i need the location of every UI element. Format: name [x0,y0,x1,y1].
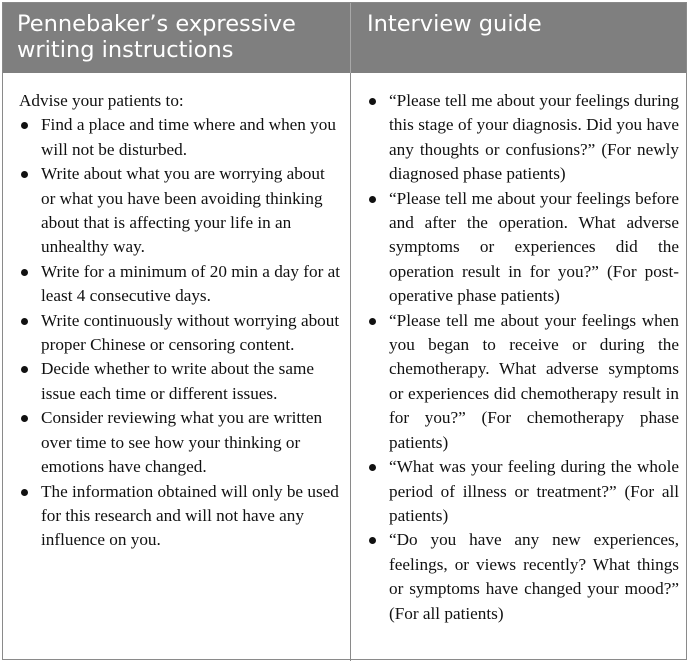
list-item [367,455,679,528]
list-item-text: Find a place and time where and when you will not be disturbed. [41,115,336,159]
bullet-icon [369,196,376,203]
bullet-icon [369,98,376,105]
list-item [19,260,341,309]
list-item [19,480,341,553]
list-item [367,187,679,309]
list-item [19,113,341,162]
bullet-icon [369,464,376,471]
list-item-text: Write continuously without worrying about proper Chinese or censoring content. [41,310,340,355]
table-header [3,3,686,73]
header-divider [350,3,351,73]
list-item-text: “Please tell me about your feelings before and after the operation. What adverse symptoms or experiences did the operation result in for you?” (For post-operative phase patients) [389,188,679,306]
bullet-icon [21,122,28,129]
list-item [19,406,341,479]
list-item-text: Decide whether to write about the same issue each time or different issues. [41,359,314,403]
header-writing-instructions: Pennebaker’s expressive writing instructions [17,11,296,63]
list-item-text: “What was your feeling during the whole period of illness or treatment?” (For all patients) [389,457,679,525]
bullet-icon [21,318,28,325]
list-item-text: Consider reviewing what you are written over time to see how your thinking or emotions have changed. [41,408,323,477]
bullet-icon [21,489,28,496]
list-item-text: “Please tell me about your feelings during this stage of your diagnosis. Did you have any thoughts or confusions?” (For newly diagnosed phase patients) [389,91,679,184]
list-item-text: Write for a minimum of 20 min a day for at least 4 consecutive days. [41,261,341,306]
instructions-list [19,113,341,552]
list-item [19,162,341,260]
bullet-icon [369,537,376,544]
list-item [367,89,679,187]
bullet-icon [21,366,28,373]
list-item [367,309,679,455]
bullet-icon [21,171,28,178]
bullet-icon [369,318,376,325]
list-item-text: Write about what you are worrying about or what you have been avoiding thinking about that is affecting your life in an unhealthy way. [41,164,325,257]
list-item-text: The information obtained will only be used for this research and will not have any influence on you. [41,481,339,550]
list-item-text: “Please tell me about your feelings when you began to receive or during the chemotherapy. What adverse symptoms or experiences did chemotherapy result in for you?” (For chemotherapy phase patients) [389,310,679,452]
interview-questions-list [367,89,679,626]
interview-guide-column [367,89,679,626]
list-item [367,528,679,626]
writing-instructions-column [19,89,341,553]
list-item [19,357,341,406]
list-item-text: “Do you have any new experiences, feelings, or views recently? What things or symptoms have changed your mood?” (For all patients) [389,530,679,623]
bullet-icon [21,415,28,422]
list-item [19,309,341,358]
instructions-intro: Advise your patients to: [19,91,184,110]
column-divider [350,73,351,661]
bullet-icon [21,269,28,276]
instructions-table [2,2,687,660]
header-interview-guide: Interview guide [367,11,542,37]
